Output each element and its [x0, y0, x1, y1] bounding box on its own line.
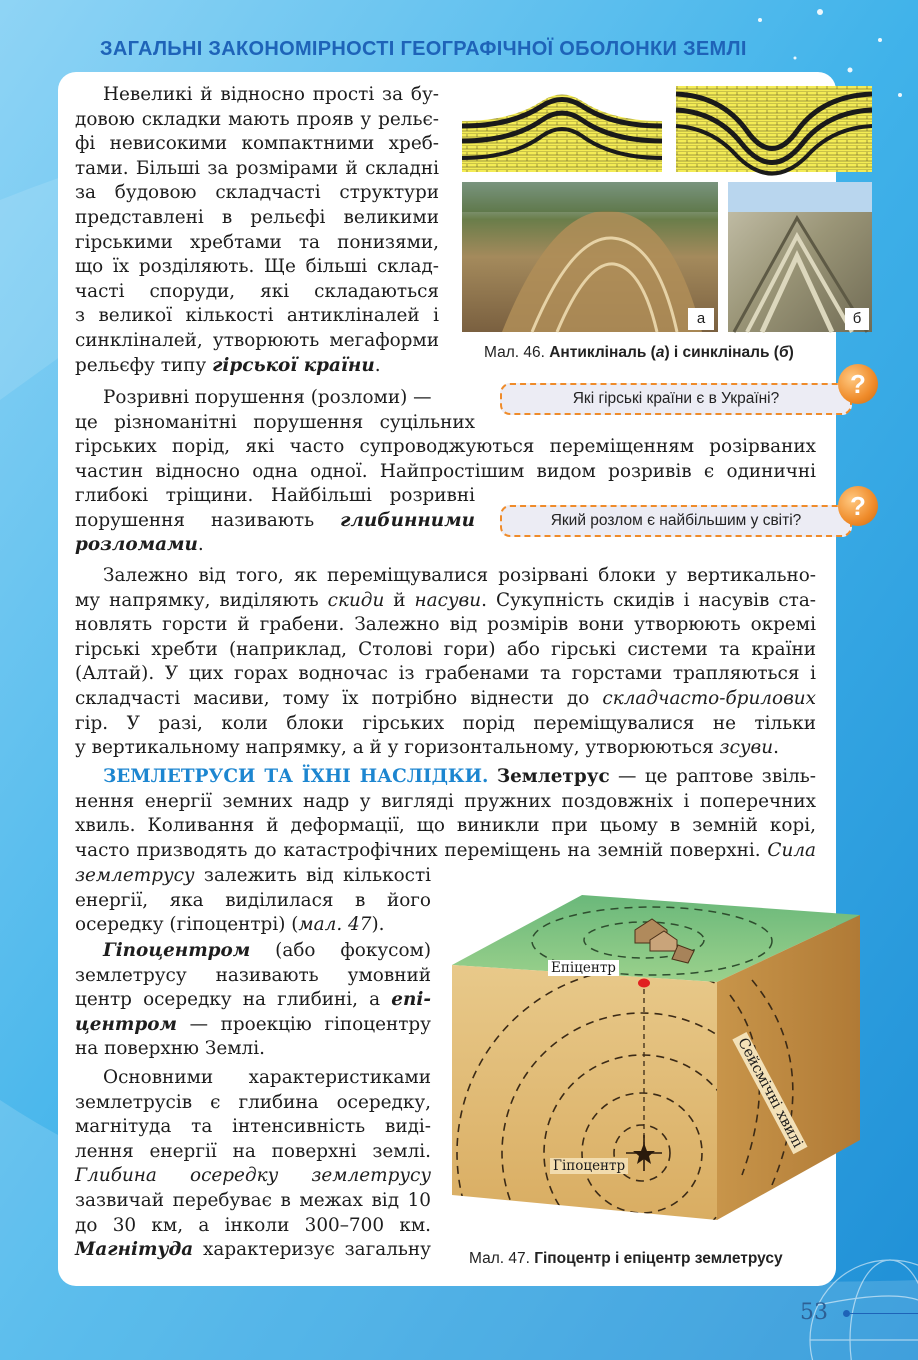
figure-46-caption: Мал. 46. Антикліналь (а) і синкліналь (б): [484, 344, 794, 361]
paragraph-characteristics: Основними характеристиками землетрусів є глибина осередку, магнітуда та інтенсивність виді- лення енергії на поверхні землі. Глибина осередку землетрусу зазвичай перебуває в межах від 10 до 30 км, а інколи 300–700 км. Магнітуда характеризує загальну: [75, 1067, 431, 1261]
paragraph-faults-top: Розривні порушення (розломи) — це різноманітні порушення суцільних: [75, 387, 475, 433]
question-box-2: [500, 505, 852, 537]
paragraph-earthquakes: ЗЕМЛЕТРУСИ ТА ЇХНІ НАСЛІДКИ. Землетрус — це раптове звіль- нення енергії земних надр у вигляді пружних поздовжніх і поперечних хвиль. Коливання й деформації, що виникли при цьому в земній корі, часто призводять до катастрофічних переміщень на земній поверхні. Сила: [75, 766, 816, 861]
figure-47: [452, 885, 864, 1235]
paragraph-folds: Невеликі й відносно прості за бу- довою складки мають прояв у рельє- фі невисокими компактними хреб- тами. Більші за розмірами й складні за будовою складчасті структури представлені в рельєфі великими гірськими хребтами та понизями, що їх розділяють. Ще більші склад- часті споруди, які складаються з великої кількості антикліналей і синкліналей, утворюють мегаформи рельєфу типу гірської країни.: [75, 84, 439, 376]
question-text: Який розлом є найбільшим у світі?: [550, 512, 802, 529]
hypocenter-label: Гіпоцентр: [550, 1158, 628, 1174]
question-box-1: [500, 383, 852, 415]
question-mark-icon: ?: [838, 364, 878, 404]
question-text: Які гірські країни є в Україні?: [572, 390, 780, 407]
page-number-line: [850, 1313, 918, 1314]
section-heading: ЗЕМЛЕТРУСИ ТА ЇХНІ НАСЛІДКИ.: [103, 766, 489, 787]
paragraph-hypocenter: Гіпоцентром (або фокусом) землетрусу називають умовний центр осередку на глибині, а епі- центром — проекцію гіпоцентру на поверхню Землі.: [75, 940, 431, 1060]
epicenter-label: Епіцентр: [548, 960, 619, 976]
running-header: ЗАГАЛЬНІ ЗАКОНОМІРНОСТІ ГЕОГРАФІЧНОЇ ОБОЛОНКИ ЗЕМЛІ: [100, 38, 747, 60]
photo-label-a: а: [688, 308, 714, 330]
seismic-waves-label: Сейсмічні хвилі: [732, 1032, 807, 1154]
paragraph-earthquakes-cont: землетрусу залежить від кількості енергії, яка виділилася в його осередку (гіпоцентрі) (мал. 47).: [75, 865, 431, 936]
figure-46: [462, 86, 872, 336]
figure-47-caption: Мал. 47. Гіпоцентр і епіцентр землетрусу: [469, 1250, 783, 1267]
photo-label-b: б: [845, 308, 869, 330]
epicenter-marker: [638, 979, 650, 988]
paragraph-blocks: Залежно від того, як переміщувалися розірвані блоки у вертикально- му напрямку, виділяють скиди й насуви. Сукупність скидів і насувів ста- новлять горсти й грабени. Залежно від розмірів вони утворюють окремі гірські хребти (наприклад, Столові гори) або гірські системи та країни (Алтай). У цих горах водночас із грабенами та горстами трапляються і складчасті масиви, тому їх потрібно віднести до складчасто-брилових гір. У разі, коли блоки гірських порід переміщувалися не тільки у вертикальному напрямку, а й у горизонтальному, утворюються зсуви.: [75, 565, 816, 759]
syncline-diagram: [676, 86, 872, 174]
question-mark-icon: ?: [838, 486, 878, 526]
paragraph-faults-full: гірських порід, які часто супроводжуються переміщенням розірваних частин відносно одна одної. Найпростішим видом розривів є одиничні: [75, 436, 816, 482]
paragraph-faults-bottom: глибокі тріщини. Найбільші розривні порушення називають глибинними розломами.: [75, 485, 475, 556]
page-number: 53: [800, 1300, 828, 1325]
page-number-dot: [843, 1310, 850, 1317]
anticline-diagram: [462, 86, 662, 172]
anticline-photo: [462, 182, 718, 332]
